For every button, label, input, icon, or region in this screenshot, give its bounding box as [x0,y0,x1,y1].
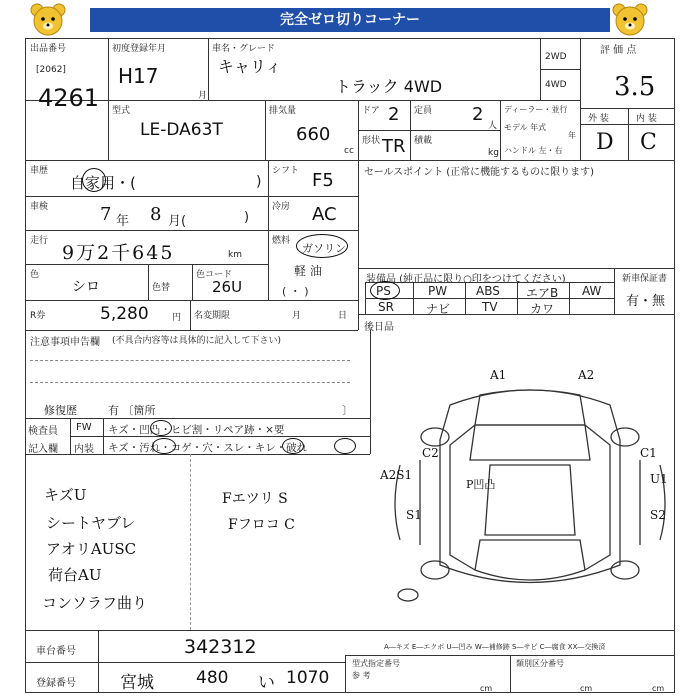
dealer-label: ディーラー・並行 [504,105,568,114]
checker-tear-circle-mark [334,438,356,454]
colorcode-value: 26U [212,278,243,296]
inspection-year-unit: 年 [116,214,130,229]
note-right-2: Fフロコ C [228,517,295,533]
note-3: アオリAUSC [46,540,137,558]
shift-value: F5 [312,170,334,191]
later-notes-label: 後日品 [364,322,394,333]
history-value: 自家用・( [70,174,136,192]
equip-airbag: エアB [526,286,559,300]
category-label: 類別区分番号 [516,659,564,668]
registration-kana: い [258,673,275,693]
registration-label: 登録番号 [36,678,76,689]
diagram-legend: A―キズ E―エクボ U―凹み W―補修跡 S―サビ C―腐食 XX―交換済 [384,643,606,651]
model-year-unit: 年 [568,131,576,140]
fuel-diesel: 軽 油 [294,264,322,278]
checker-dirt-circle-mark [152,438,176,454]
inspection-close: ) [244,210,250,225]
recycle-value: 5,280 [100,304,149,324]
fuel-gas: ガソリン [302,242,346,255]
fuel-gas-circle-mark [296,234,348,258]
checker-rub-circle-mark [282,438,304,454]
first-reg-era: H17 [118,64,159,88]
fuel-paren: ( ・ ) [282,285,309,298]
aircon-value: AC [312,204,337,225]
color-change-label: 色替 [152,283,171,293]
shape-value: TR [382,136,406,157]
inspection-label: 車検 [30,202,49,212]
mark-c1: C1 [640,446,657,460]
registration-region: 宮城 [120,673,154,693]
score-label: 評 価 点 [600,45,637,56]
handle-label: ハンドル 左・右 [504,146,563,155]
mark-s1: S1 [406,508,422,522]
note-2: シートヤブレ [46,514,136,532]
first-reg-month-unit: 月 [198,91,208,101]
mark-a2: A2 [578,368,595,382]
model-label: 型式 [112,106,131,116]
checker-fw: FW [76,422,92,433]
recycle-label: R券 [30,311,46,321]
designation-label: 型式指定番号 [352,659,400,668]
doors-label: ドア [362,106,380,116]
model-year-label: モデル 年式 [504,123,547,132]
checker-label-2: 記入欄 [28,444,58,455]
exterior-value: D [596,130,614,155]
model-value: LE-DA63T [140,120,223,140]
shape-label: 形状 [362,136,381,146]
chassis-label: 車台番号 [36,646,76,657]
equip-ps: PS [376,284,391,298]
exterior-label: 外 装 [588,114,609,124]
shift-label: シフト [272,166,300,176]
sales-point-label: セールスポイント (正常に機能するものに限ります) [364,167,595,178]
interior-label: 内 装 [636,114,657,124]
equip-navi: ナビ [426,302,451,316]
mark-a2s1: A2S1 [380,468,413,482]
inspection-year: 7 [100,204,112,225]
meigi-day: 日 [338,311,348,321]
inspection-month: 8 [150,204,162,225]
history-circle-mark [82,168,106,192]
mark-s2: S2 [650,508,666,522]
bear-mascot-right-icon [610,2,650,38]
mark-p: P凹凸 [466,478,496,491]
aircon-label: 冷房 [272,202,291,212]
mark-a1: A1 [490,368,507,382]
registration-number: 1070 [286,668,330,688]
note-1: キズU [44,486,87,504]
cm-3: cm [652,684,665,693]
warranty-label: 新車保証書 [622,274,668,284]
repair-label: 修復歴 [44,404,77,417]
designation-ref: 参 考 [352,671,371,680]
colorcode-label: 色コード [196,270,233,280]
notes-label: 注意事項申告欄 [30,337,100,348]
displacement-unit: cc [344,146,354,156]
note-5: コンソラフ曲り [42,594,148,612]
car-name: キャリィ [218,57,282,76]
car-damage-diagram [390,365,680,625]
lot-label: 出品番号 [30,44,67,54]
history-label: 車歴 [30,166,49,176]
notes-sublabel: (不具合内容等は具体的に記入して下さい) [112,336,282,346]
load-label: 積載 [414,136,433,146]
fuel-label: 燃料 [272,236,291,246]
color-label: 色 [30,270,40,280]
color-value: シロ [72,279,100,295]
mileage-value: 9万2千645 [62,242,175,264]
first-reg-label: 初度登録年月 [112,44,167,54]
doors-value: 2 [388,104,400,125]
drive-2wd: 2WD [545,52,567,62]
equipment-label: 装備品 (純正品に限り○印をつけてください) [366,274,566,285]
mileage-label: 走行 [30,236,49,246]
equip-sr: SR [378,300,394,314]
car-grade: トラック 4WD [335,77,443,96]
equip-aw: AW [582,284,602,298]
car-name-label: 車名・グレード [212,44,276,54]
chassis-value: 342312 [184,636,257,658]
note-right-1: Fエツリ S [222,491,288,507]
lot-number: 4261 [38,84,100,112]
score-value: 3.5 [614,72,656,102]
load-unit: kg [488,148,499,158]
registration-class: 480 [196,668,229,688]
history-close: ) [256,174,262,190]
capacity-unit: 人 [488,121,498,131]
drive-4wd: 4WD [545,80,567,90]
capacity-label: 定員 [414,106,433,116]
page-title: 完全ゼロ切りコーナー [90,8,610,32]
inspection-month-unit: 月( [168,214,187,229]
meigi-month: 月 [292,311,302,321]
lot-sub: [2062] [36,65,66,75]
bear-mascot-left-icon [28,2,68,38]
mileage-unit: km [228,250,242,260]
interior-value: C [640,130,657,155]
mark-c2: C2 [422,446,439,460]
cm-1: cm [480,684,493,693]
checker-interior: 内装 [74,444,94,455]
cm-2: cm [580,684,593,693]
repair-value: 有 〔箇所 [108,404,156,417]
meigi-label: 名変期限 [194,311,231,321]
mark-u1: U1 [650,472,668,486]
checker-row1: キズ・凹凸・ヒビ割・リペア跡・×要 [108,424,285,436]
checker-dent-circle-mark [150,420,172,436]
note-4: 荷台AU [48,566,102,584]
equip-pw: PW [428,284,448,298]
equip-abs: ABS [476,284,500,298]
equip-tv: TV [482,300,498,314]
checker-row2: キズ・汚れ・コゲ・穴・スレ・キレ・破れ [108,442,308,454]
displacement-label: 排気量 [269,106,297,116]
recycle-unit: 円 [172,313,182,323]
checker-label: 検査員 [28,426,58,437]
displacement-value: 660 [296,124,331,145]
repair-close: 〕 [342,404,353,417]
warranty-value: 有・無 [626,294,666,309]
capacity-value: 2 [472,104,484,125]
equip-ps-circle-mark [370,281,400,300]
equip-leather: カワ [530,302,555,316]
